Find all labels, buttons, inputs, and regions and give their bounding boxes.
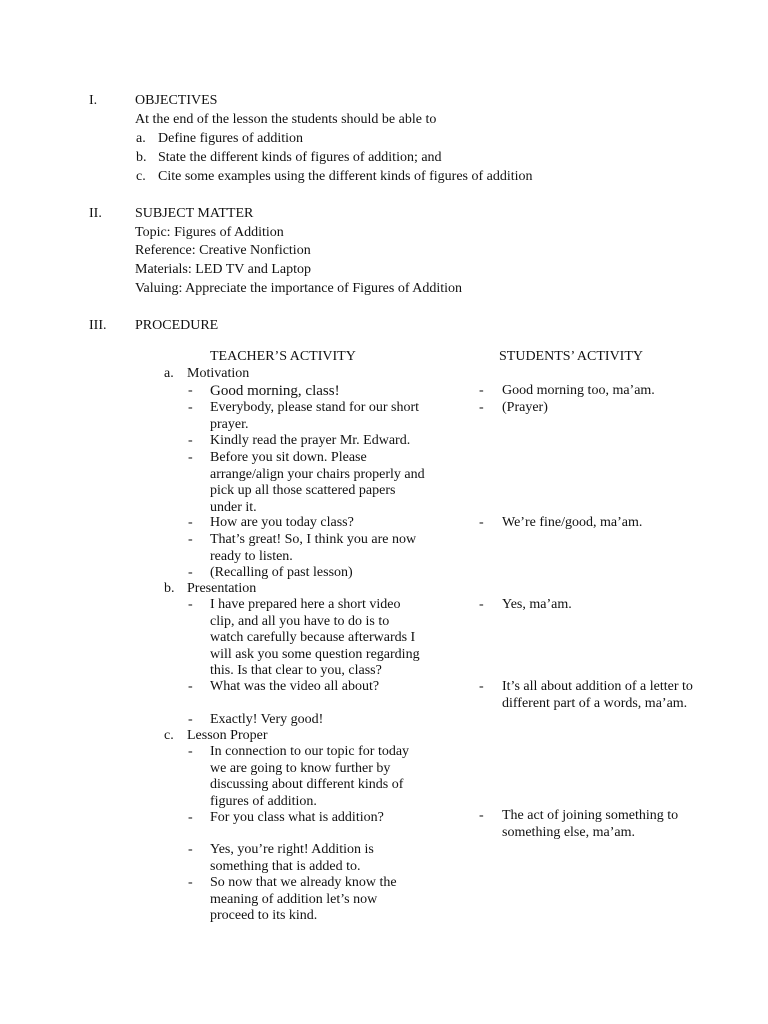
student-bullet: -: [479, 515, 484, 530]
section-numeral-procedure: III.: [89, 318, 107, 333]
subject-topic: Topic: Figures of Addition: [135, 225, 284, 240]
teacher-bullet: -: [188, 433, 193, 448]
teacher-line: (Recalling of past lesson): [210, 565, 353, 580]
section-heading-subject-matter: SUBJECT MATTER: [135, 206, 254, 221]
teacher-bullet: -: [188, 515, 193, 530]
teacher-bullet: -: [188, 532, 193, 547]
teacher-bullet: -: [188, 450, 193, 465]
procedure-section-title: Lesson Proper: [187, 728, 268, 743]
teacher-line: Yes, you’re right! Addition is something that is added to.: [210, 842, 374, 874]
teacher-line: What was the video all about?: [210, 679, 380, 694]
objective-item: Cite some examples using the different kinds of figures of addition: [158, 169, 533, 184]
teacher-line: That’s great! So, I think you are now ready to listen.: [210, 532, 417, 564]
teacher-bullet: -: [188, 400, 193, 415]
procedure-section-marker: a.: [164, 366, 174, 381]
teacher-line: Before you sit down. Please arrange/align your chairs properly and pick up all those scattered papers under it.: [210, 450, 425, 515]
subject-materials: Materials: LED TV and Laptop: [135, 262, 311, 277]
procedure-section-marker: b.: [164, 581, 175, 596]
teacher-bullet: -: [188, 679, 193, 694]
teacher-bullet: -: [188, 712, 193, 727]
teacher-bullet: -: [188, 597, 193, 612]
student-line: We’re fine/good, ma’am.: [502, 515, 643, 530]
section-heading-procedure: PROCEDURE: [135, 318, 219, 333]
student-line: It’s all about addition of a letter to different part of a words, ma’am.: [502, 679, 693, 711]
teacher-activity-header: TEACHER’S ACTIVITY: [210, 349, 356, 364]
teacher-bullet: -: [188, 744, 193, 759]
student-line: Good morning too, ma’am.: [502, 383, 655, 398]
teacher-bullet: -: [188, 842, 193, 857]
objective-marker: c.: [136, 169, 146, 184]
objectives-intro: At the end of the lesson the students should be able to: [135, 112, 437, 127]
objective-item: State the different kinds of figures of addition; and: [158, 150, 442, 165]
teacher-line: Kindly read the prayer Mr. Edward.: [210, 433, 411, 448]
teacher-line: For you class what is addition?: [210, 810, 384, 825]
section-numeral-subject-matter: II.: [89, 206, 102, 221]
subject-valuing: Valuing: Appreciate the importance of Figures of Addition: [135, 281, 462, 296]
procedure-section-title: Motivation: [187, 366, 250, 381]
student-activity-header: STUDENTS’ ACTIVITY: [499, 349, 644, 364]
teacher-line: So now that we already know the meaning of addition let’s now proceed to its kind.: [210, 875, 397, 923]
subject-reference: Reference: Creative Nonfiction: [135, 243, 311, 258]
teacher-line: I have prepared here a short video clip, and all you have to do is to watch carefully because afterwards I will ask you some question regarding this. Is that clear to you, class?: [210, 597, 420, 678]
teacher-bullet: -: [188, 383, 193, 398]
teacher-line: Exactly! Very good!: [210, 712, 324, 727]
student-bullet: -: [479, 383, 484, 398]
student-bullet: -: [479, 400, 484, 415]
teacher-bullet: -: [188, 565, 193, 580]
procedure-section-title: Presentation: [187, 581, 257, 596]
teacher-line: Everybody, please stand for our short prayer.: [210, 400, 420, 432]
teacher-bullet: -: [188, 875, 193, 890]
student-line: Yes, ma’am.: [502, 597, 572, 612]
student-bullet: -: [479, 679, 484, 694]
teacher-bullet: -: [188, 810, 193, 825]
section-heading-objectives: OBJECTIVES: [135, 93, 218, 108]
student-line: The act of joining something to something else, ma’am.: [502, 808, 679, 840]
teacher-line: Good morning, class!: [210, 383, 340, 399]
objective-item: Define figures of addition: [158, 131, 304, 146]
student-bullet: -: [479, 808, 484, 823]
student-line: (Prayer): [502, 400, 548, 415]
objective-marker: b.: [136, 150, 147, 165]
section-numeral-objectives: I.: [89, 93, 98, 108]
teacher-line: In connection to our topic for today we are going to know further by discussing about different kinds of figures of addition.: [210, 744, 410, 809]
student-bullet: -: [479, 597, 484, 612]
procedure-section-marker: c.: [164, 728, 174, 743]
objective-marker: a.: [136, 131, 146, 146]
teacher-line: How are you today class?: [210, 515, 354, 530]
